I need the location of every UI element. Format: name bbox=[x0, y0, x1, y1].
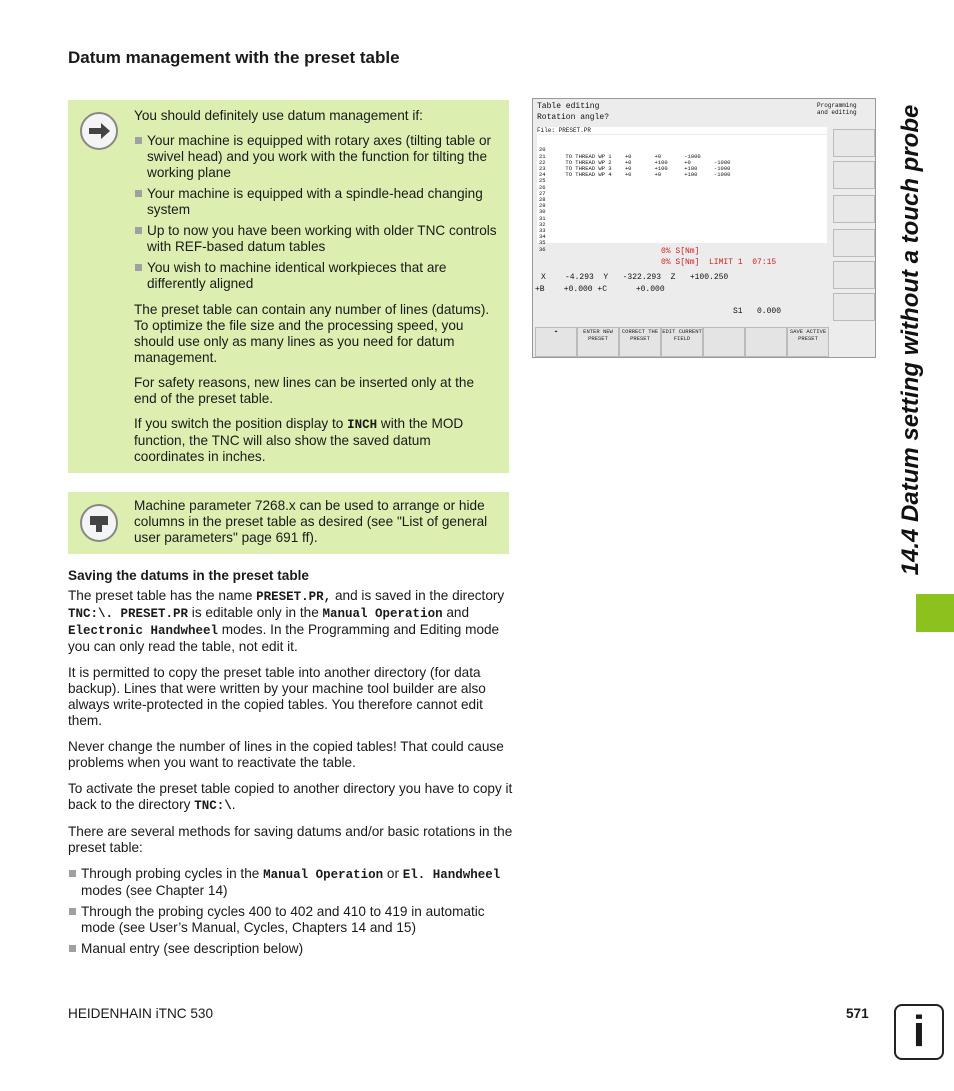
list-item: You wish to machine identical workpieces that are differently aligned bbox=[134, 260, 499, 292]
paragraph: It is permitted to copy the preset table into another directory (for data backup). Lines that were written by your machine tool builder are also always write-protected in the copied tables. You therefore cannot edit them. bbox=[68, 665, 486, 728]
paragraph: There are several methods for saving datums and/or basic rotations in the preset table: bbox=[68, 824, 513, 855]
status-line-1: 0% S[Nm] bbox=[661, 247, 700, 256]
prompt-label: Rotation angle? bbox=[537, 113, 610, 122]
list-item: Through the probing cycles 400 to 402 and 410 to 419 in automatic mode (see User’s Manual, Cycles, Chapters 14 and 15) bbox=[68, 904, 513, 936]
side-softkey-m[interactable] bbox=[833, 129, 875, 157]
side-softkey-minus[interactable] bbox=[833, 293, 875, 321]
list-item: Your machine is equipped with rotary axes (tilting table or swivel head) and you work with the function for tilting the working plane bbox=[134, 133, 499, 181]
position-xyz: X -4.293 Y -322.293 Z +100.250 bbox=[541, 273, 729, 282]
side-softkey-s[interactable] bbox=[833, 161, 875, 189]
table-rows: 20 21 TO THREAD WP 1 +0 +0 -1000 22 TO THREAD WP 2 +0 +100 +0 -1000 23 TO THREAD WP 3 +0 +100 +100 -1000 24 TO THREAD WP 4 +0 +0 +100 -1000 25 26 27 28 29 30 31 32 33 34 35 36 bbox=[539, 146, 731, 253]
mode-label: Table editing bbox=[537, 102, 600, 111]
footer-product: HEIDENHAIN iTNC 530 bbox=[68, 1006, 214, 1021]
paragraph: To activate the preset table copied to another directory you have to copy it back to the directory TNC:\. bbox=[68, 781, 513, 813]
chapter-tab-edge bbox=[934, 594, 954, 632]
status-line-2: 0% S[Nm] LIMIT 1 07:15 bbox=[661, 258, 777, 267]
file-name: File: PRESET.PR bbox=[537, 127, 827, 134]
arrow-right-icon bbox=[80, 112, 118, 150]
paragraph: Never change the number of lines in the copied tables! That could cause problems when you want to reactivate the table. bbox=[68, 739, 504, 770]
machine-note-text: Machine parameter 7268.x can be used to arrange or hide columns in the preset table as desired (see "List of general user parameters" page 691 ff). bbox=[134, 498, 488, 545]
list-item: Manual entry (see description below) bbox=[68, 941, 513, 957]
section-title: Datum management with the preset table bbox=[68, 48, 400, 67]
note-box bbox=[68, 100, 509, 473]
paragraph: The preset table can contain any number of lines (datums). To optimize the file size and the processing speed, you should use only as many lines as you need for datum management. bbox=[134, 302, 490, 365]
page-number: 571 bbox=[846, 1006, 869, 1021]
machine-note-box bbox=[68, 492, 509, 554]
side-softkey-off-on[interactable] bbox=[833, 261, 875, 289]
softkey-datum[interactable]: ⌖ bbox=[535, 327, 577, 357]
softkey-empty[interactable] bbox=[703, 327, 745, 357]
subsection-title: Saving the datums in the preset table bbox=[68, 568, 309, 583]
right-mode-label: Programming and editing bbox=[817, 102, 857, 116]
paragraph: For safety reasons, new lines can be inserted only at the end of the preset table. bbox=[134, 375, 475, 406]
note-intro: You should definitely use datum management if: bbox=[134, 108, 423, 123]
list-item: Your machine is equipped with a spindle-head changing system bbox=[134, 186, 499, 218]
spindle-value: S1 0.000 bbox=[733, 307, 782, 316]
machine-icon bbox=[80, 504, 118, 542]
side-softkey-plus[interactable] bbox=[833, 229, 875, 257]
softkey-save-preset[interactable]: SAVE ACTIVE PRESET bbox=[787, 327, 829, 357]
tnc-screenshot bbox=[532, 98, 876, 358]
softkey-enter-preset[interactable]: ENTER NEW PRESET bbox=[577, 327, 619, 357]
side-softkey-t[interactable] bbox=[833, 195, 875, 223]
info-icon: i bbox=[894, 1004, 944, 1060]
side-chapter-title: 14.4 Datum setting without a touch probe bbox=[897, 104, 924, 576]
softkey-empty-2[interactable] bbox=[745, 327, 787, 357]
paragraph: The preset table has the name PRESET.PR, and is saved in the directory TNC:\. PRESET.PR is editable only in the Manual Operation and Electronic Handwheel modes. In the Programming and Editing mode you can only read the table, not edit it. bbox=[68, 588, 505, 654]
softkey-edit-field[interactable]: EDIT CURRENT FIELD bbox=[661, 327, 703, 357]
list-item: Through probing cycles in the Manual Operation or El. Handwheel modes (see Chapter 14) bbox=[68, 866, 513, 899]
paragraph: If you switch the position display to INCH with the MOD function, the TNC will also show the saved datum coordinates in inches. bbox=[134, 416, 464, 464]
position-bc: +B +0.000 +C +0.000 bbox=[535, 285, 665, 294]
softkey-correct-preset[interactable]: CORRECT THE PRESET bbox=[619, 327, 661, 357]
list-item: Up to now you have been working with older TNC controls with REF-based datum tables bbox=[134, 223, 499, 255]
chapter-tab bbox=[916, 594, 936, 632]
